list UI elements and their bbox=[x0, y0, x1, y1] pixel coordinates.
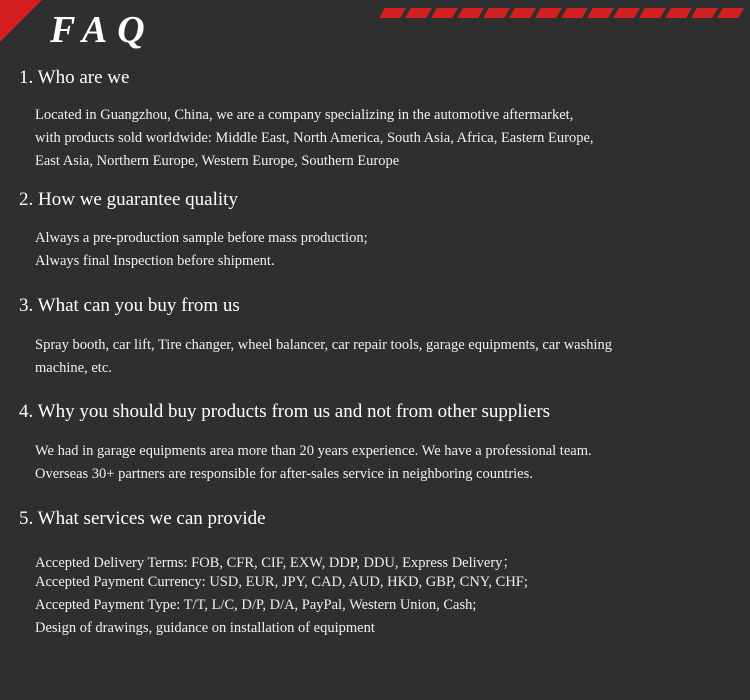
stripe-decoration bbox=[691, 8, 718, 18]
faq-answer-2-line-2: Always final Inspection before shipment. bbox=[35, 253, 275, 269]
stripe-decoration bbox=[613, 8, 640, 18]
faq-answer-5-line-3: Accepted Payment Type: T/T, L/C, D/P, D/A, PayPal, Western Union, Cash; bbox=[35, 597, 477, 613]
faq-answer-4-line-2: Overseas 30+ partners are responsible for after-sales service in neighboring countries. bbox=[35, 466, 533, 482]
stripe-decoration bbox=[639, 8, 666, 18]
faq-question-5: 5. What services we can provide bbox=[19, 508, 266, 529]
faq-answer-5-line-4: Design of drawings, guidance on installation of equipment bbox=[35, 620, 375, 636]
faq-question-4: 4. Why you should buy products from us and not from other suppliers bbox=[19, 401, 551, 422]
stripe-decoration bbox=[431, 8, 458, 18]
stripe-decoration bbox=[457, 8, 484, 18]
stripe-decoration bbox=[535, 8, 562, 18]
faq-answer-2-line-1: Always a pre-production sample before mass production; bbox=[35, 230, 368, 246]
faq-question-3: 3. What can you buy from us bbox=[19, 295, 240, 316]
stripe-decoration bbox=[717, 8, 744, 18]
faq-answer-4-line-1: We had in garage equipments area more than 20 years experience. We have a professional team. bbox=[35, 443, 592, 459]
faq-answer-5-line-1: Accepted Delivery Terms: FOB, CFR, CIF, EXW, DDP, DDU, Express Delivery； bbox=[35, 555, 517, 571]
stripe-decoration bbox=[405, 8, 432, 18]
faq-answer-1-line-2: with products sold worldwide: Middle East, North America, South Asia, Africa, Eastern Europe, bbox=[35, 130, 594, 146]
faq-question-2: 2. How we guarantee quality bbox=[19, 189, 238, 210]
stripe-decoration bbox=[483, 8, 510, 18]
faq-answer-3-line-1: Spray booth, car lift, Tire changer, wheel balancer, car repair tools, garage equipments, car washing bbox=[35, 337, 613, 353]
stripe-decoration bbox=[561, 8, 588, 18]
faq-question-1: 1. Who are we bbox=[19, 67, 130, 88]
stripe-decoration bbox=[587, 8, 614, 18]
page-title: FAQ bbox=[50, 9, 155, 51]
faq-answer-5-line-2: Accepted Payment Currency: USD, EUR, JPY, CAD, AUD, HKD, GBP, CNY, CHF; bbox=[35, 574, 528, 590]
faq-answer-3-line-2: machine, etc. bbox=[35, 360, 112, 376]
faq-answer-1-line-3: East Asia, Northern Europe, Western Europe, Southern Europe bbox=[35, 153, 400, 169]
stripe-decoration bbox=[379, 8, 406, 18]
corner-accent-triangle bbox=[0, 0, 42, 42]
stripe-decoration bbox=[509, 8, 536, 18]
faq-answer-1-line-1: Located in Guangzhou, China, we are a company specializing in the automotive aftermarket, bbox=[35, 107, 574, 123]
stripe-decoration bbox=[665, 8, 692, 18]
